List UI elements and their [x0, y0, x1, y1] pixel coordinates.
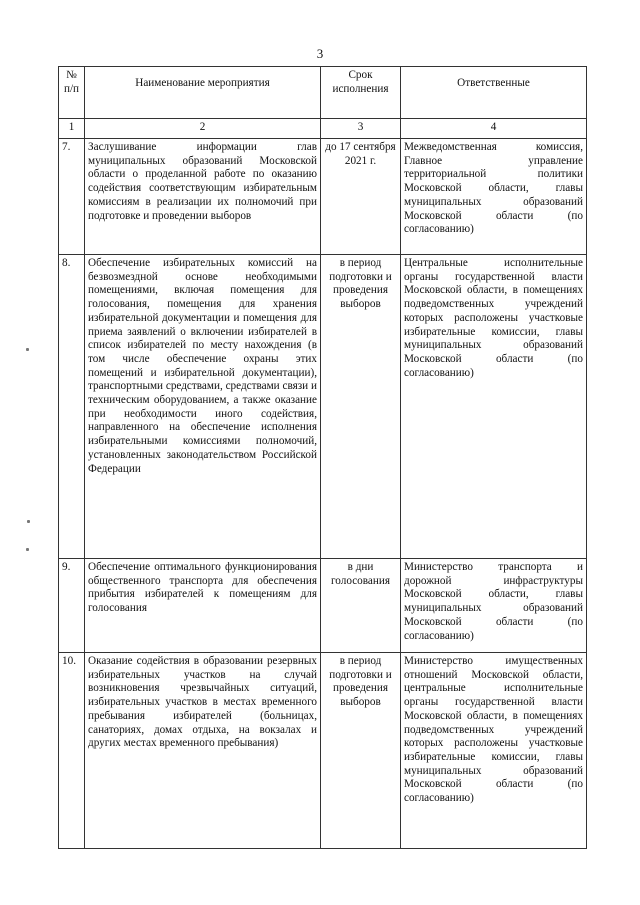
column-index: 2	[85, 119, 321, 139]
header-term: Срок исполнения	[321, 67, 401, 119]
table-row	[59, 559, 587, 653]
event-responsible: Межведомственная комиссия, Главное управление территориальной политики Московской области, главы муниципальных образований Московской области (по согласованию)	[401, 139, 587, 255]
table-header-row	[59, 67, 587, 119]
event-name: Оказание содействия в образовании резервных избирательных участков на случай возникновения чрезвычайных ситуаций, избирательных участков в местах временного пребывания избирателей (больницах, санаториях, домах отдыха, на вокзалах и других местах временного пребывания)	[85, 653, 321, 849]
event-term: в дни голосования	[321, 559, 401, 653]
events-table	[58, 66, 587, 849]
event-term: до 17 сентября 2021 г.	[321, 139, 401, 255]
header-name: Наименование мероприятия	[85, 67, 321, 119]
row-number: 9.	[59, 559, 85, 653]
event-responsible: Центральные исполнительные органы государственной власти Московской области, в помещениях подведомственных учреждений которых расположены участковые избирательные комиссии, главы муниципальных образований Московской области (по согласованию)	[401, 255, 587, 559]
scan-speck	[27, 520, 30, 523]
column-index: 1	[59, 119, 85, 139]
event-responsible: Министерство транспорта и дорожной инфраструктуры Московской области, главы муниципальных образований Московской области (по согласованию)	[401, 559, 587, 653]
table-row	[59, 139, 587, 255]
table-row	[59, 255, 587, 559]
row-number: 7.	[59, 139, 85, 255]
event-name: Заслушивание информации глав муниципальных образований Московской области о проделанной работе по оказанию содействия соответствующим избирательным комиссиям в реализации их полномочий при подготовке и проведении выборов	[85, 139, 321, 255]
header-responsible: Ответственные	[401, 67, 587, 119]
event-term: в период подготовки и проведения выборов	[321, 653, 401, 849]
column-index-row	[59, 119, 587, 139]
page-number: 3	[316, 46, 324, 61]
column-index: 4	[401, 119, 587, 139]
scan-speck	[26, 548, 29, 551]
row-number: 8.	[59, 255, 85, 559]
scan-speck	[26, 348, 29, 351]
column-index: 3	[321, 119, 401, 139]
event-term: в период подготовки и проведения выборов	[321, 255, 401, 559]
table-row	[59, 653, 587, 849]
event-name: Обеспечение избирательных комиссий на безвозмездной основе необходимыми помещениями, включая помещения для голосования, помещения для хранения избирательной документации и помещения для приема заявлений о включении избирателей в список избирателей по месту нахождения (в том числе обеспечение охраны этих помещений и избирательной документации), транспортными средствами, средствами связи и техническим оборудованием, а также оказание при необходимости иного содействия, направленного на обеспечение исполнения избирательными комиссиями полномочий, установленных законодательством Российской Федерации	[85, 255, 321, 559]
event-responsible: Министерство имущественных отношений Московской области, центральные исполнительные органы государственной власти Московской области, в помещениях подведомственных учреждений которых расположены участковые избирательные комиссии, главы муниципальных образований Московской области (по согласованию)	[401, 653, 587, 849]
header-num: № п/п	[59, 67, 85, 119]
event-name: Обеспечение оптимального функционирования общественного транспорта для обеспечения прибытия избирателей к помещениям для голосования	[85, 559, 321, 653]
row-number: 10.	[59, 653, 85, 849]
